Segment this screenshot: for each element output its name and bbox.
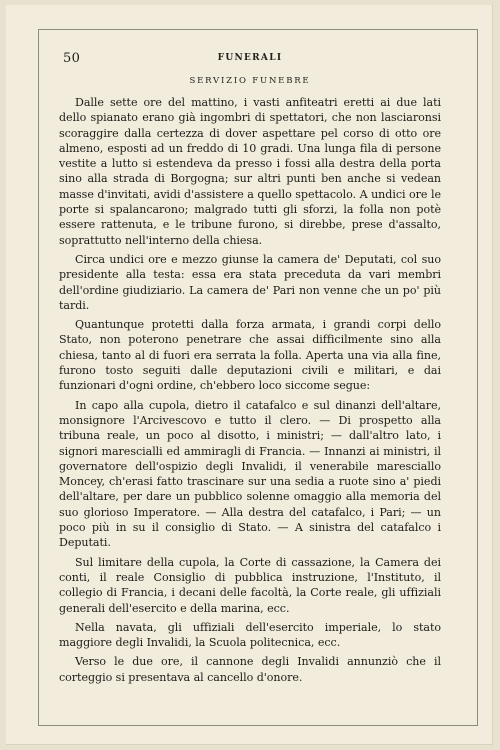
section-title: SERVIZIO FUNEBRE — [189, 76, 311, 86]
paragraph: Verso le due ore, il cannone degli Invalidi annunziò che il corteggio si presentava al cancello d'onore. — [59, 655, 441, 684]
paragraph: Circa undici ore e mezzo giunse la camera de' Deputati, col suo presidente alla testa: essa era stata preceduta da vari membri dell'ordine giudiziario. La camera de' Pari non venne che un po' più tardi. — [59, 252, 441, 312]
body-text — [59, 95, 441, 689]
page-number: 50 — [63, 51, 81, 66]
paragraph: Sul limitare della cupola, la Corte di cassazione, la Camera dei conti, il reale Consiglio di pubblica instruzione, l'Instituto, il collegio di Francia, i decani delle facoltà, la Corte reale, gli uffiziali generali dell'esercito e della marina, ecc. — [59, 555, 441, 615]
paragraph: In capo alla cupola, dietro il catafalco e sul dinanzi dell'altare, monsignore l'Arcivescovo e tutto il clero. — Di prospetto alla tribuna reale, un poco al disotto, i ministri; — dall'altro lato, i signori marescialli ed ammiragli di Francia. — Innanzi ai ministri, il governatore dell'ospizio degli Invalidi, il venerabile maresciallo Moncey, ch'erasi fatto trascinare sur una sedia a ruote sino a' piedi dell'altare, per dare un pubblico solenne omaggio alla memoria del suo glorioso Imperatore. — Alla destra del catafalco, i Pari; — un poco più in su il consiglio di Stato. — A sinistra del catafalco i Deputati. — [59, 398, 441, 550]
paragraph: Dalle sette ore del mattino, i vasti anfiteatri eretti ai due lati dello spianato erano già ingombri di spettatori, che non lasciaronsi scoraggire dalla certezza di dover aspettare pel corso di otto ore almeno, esposti ad un freddo di 10 gradi. Una lunga fila di persone vestite a lutto si estendeva da presso i fossi alla destra della porta sino alla strada di Borgogna; sur altri punti ben anche si vedean masse d'invitati, avidi d'assistere a quello spettacolo. A undici ore le porte si spalancarono; malgrado tutti gli sforzi, la folla non potè essere rattenuta, e le tribune furono, si direbbe, prese d'assalto, soprattutto nell'interno della chiesa. — [59, 96, 441, 247]
paragraph: Quantunque protetti dalla forza armata, i grandi corpi dello Stato, non poterono penetrare che assai difficilmente sino alla chiesa, tanto al di fuori era serrata la folla. Aperta una via alla fine, furono tosto seguiti dalle deputazioni civili e militari, e dai funzionari d'ogni ordine, ch'ebbero loco siccome segue: — [59, 318, 441, 393]
paragraph: Nella navata, gli uffiziali dell'esercito imperiale, lo stato maggiore degli Invalidi, la Scuola politecnica, ecc. — [59, 620, 441, 650]
running-title: FUNERALI — [217, 53, 283, 63]
